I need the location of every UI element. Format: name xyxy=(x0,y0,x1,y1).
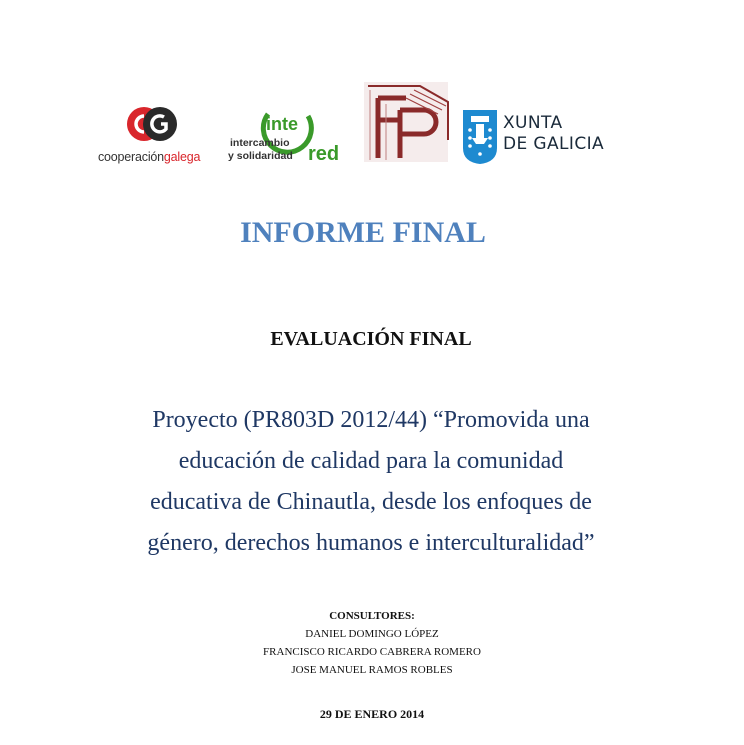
project-line: educación de calidad para la comunidad xyxy=(178,448,564,474)
interred-inte: inte xyxy=(266,114,299,134)
xunta-line1: XUNTA xyxy=(503,113,563,133)
logo-strip xyxy=(0,80,726,180)
project-line: educativa de Chinautla, desde los enfoques de xyxy=(150,489,592,515)
interred-red: red xyxy=(308,143,340,165)
xunta-line2: DE GALICIA xyxy=(503,134,605,154)
fp-logo xyxy=(360,80,452,164)
consultant-name: FRANCISCO RICARDO CABRERA ROMERO xyxy=(263,646,481,658)
project-line: género, derechos humanos e interculturalidad” xyxy=(147,530,595,556)
consultant-name: JOSE MANUEL RAMOS ROBLES xyxy=(291,664,453,676)
interred-logo xyxy=(228,108,340,168)
consultants-block xyxy=(0,607,744,679)
project-description xyxy=(80,400,662,564)
fp-mark-icon xyxy=(360,80,452,164)
consultant-name: DANIEL DOMINGO LÓPEZ xyxy=(305,628,439,640)
interred-mark-icon xyxy=(228,108,340,168)
interred-line2: intercambio xyxy=(230,137,290,149)
interred-line3: y solidaridad xyxy=(228,150,293,162)
cooperacion-galega-wordmark: cooperacióngalega xyxy=(98,150,201,164)
cg-monogram-icon xyxy=(98,102,210,150)
galicia-shield-icon xyxy=(463,110,497,164)
xunta-galicia-logo xyxy=(463,110,613,164)
xunta-wordmark xyxy=(503,113,604,155)
cooperacion-galega-logo xyxy=(98,102,210,168)
report-date: 29 DE ENERO 2014 xyxy=(319,707,425,721)
project-line: Proyecto (PR803D 2012/44) “Promovida una xyxy=(152,407,590,433)
consultants-header: CONSULTORES: xyxy=(329,610,415,622)
report-title: INFORME FINAL xyxy=(240,216,486,249)
report-subtitle: EVALUACIÓN FINAL xyxy=(270,328,472,350)
